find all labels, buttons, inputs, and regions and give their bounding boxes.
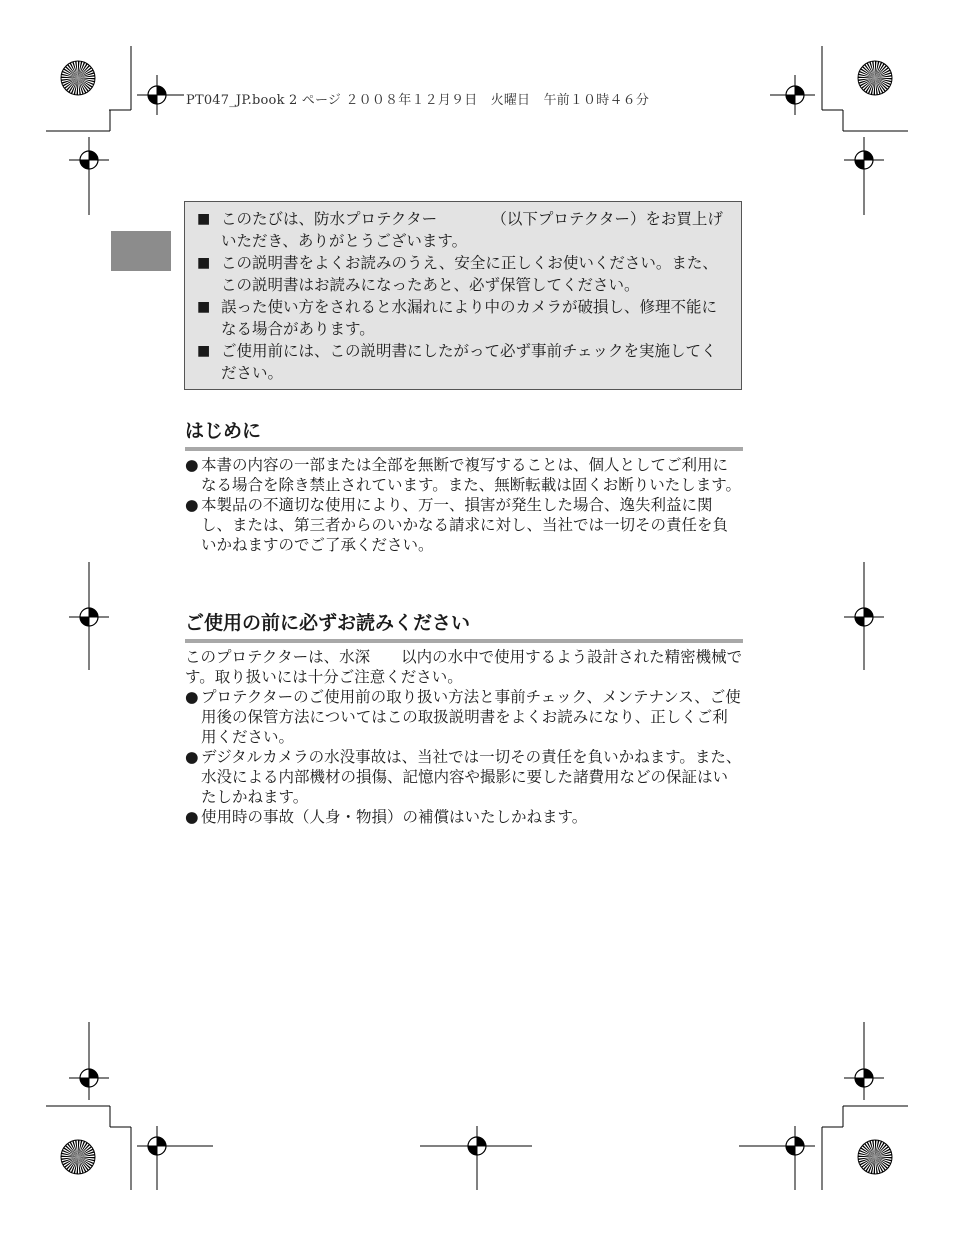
notice-item-text: ご使用前には、この説明書にしたがって必ず事前チェックを実施してください。 bbox=[221, 342, 717, 382]
bullet-icon: ● bbox=[185, 456, 199, 474]
list-item-text: 本製品の不適切な使用により、万一、損害が発生した場合、逸失利益に関し、または、第三者からのいかなる請求に対し、当社では一切その責任を負いかねますのでご了承ください。 bbox=[201, 496, 729, 554]
list-item bbox=[185, 455, 743, 495]
notice-item bbox=[195, 340, 731, 384]
intro-section bbox=[185, 418, 743, 555]
list-item bbox=[185, 687, 743, 747]
list-item-text: 本書の内容の一部または全部を無断で複写することは、個人としてご利用になる場合を除き禁止されています。また、無断転載は固くお断りいたします。 bbox=[201, 456, 742, 494]
square-bullet-icon: ■ bbox=[197, 299, 211, 315]
section-heading: はじめに bbox=[185, 418, 743, 451]
bullet-icon: ● bbox=[185, 496, 199, 514]
notice-box bbox=[184, 201, 742, 390]
starburst-mark-icon bbox=[858, 1140, 892, 1174]
chapter-tab bbox=[111, 231, 171, 271]
list-item bbox=[185, 747, 743, 807]
notice-item-text: 誤った使い方をされると水漏れにより中のカメラが破損し、修理不能になる場合があります。 bbox=[221, 298, 718, 338]
list-item-text: デジタルカメラの水没事故は、当社では一切その責任を負いかねます。また、水没による内部機材の損傷、記憶内容や撮影に要した諸費用などの保証はいたしかねます。 bbox=[201, 748, 742, 806]
starburst-mark-icon bbox=[858, 61, 892, 95]
running-header: PT047_JP.book 2 ページ ２００８年１２月９日 火曜日 午前１０時４６分 bbox=[186, 93, 650, 108]
bullet-icon: ● bbox=[185, 808, 199, 826]
section-heading: ご使用の前に必ずお読みください bbox=[185, 610, 743, 643]
list-item-text: プロテクターのご使用前の取り扱い方法と事前チェック、メンテナンス、ご使用後の保管方法についてはこの取扱説明書をよくお読みになり、正しくご利用ください。 bbox=[201, 688, 741, 746]
notice-item-text: このたびは、防水プロテクター （以下プロテクター）をお買上げいただき、ありがとうございます。 bbox=[221, 210, 723, 250]
list-item bbox=[185, 495, 743, 555]
usage-section bbox=[185, 610, 743, 827]
list-item bbox=[185, 807, 743, 827]
notice-item bbox=[195, 296, 731, 340]
square-bullet-icon: ■ bbox=[197, 343, 211, 359]
list-item-text: 使用時の事故（人身・物損）の補償はいたしかねます。 bbox=[201, 808, 588, 826]
notice-item-text: この説明書をよくお読みのうえ、安全に正しくお使いください。また、この説明書はお読みになったあと、必ず保管してください。 bbox=[221, 254, 718, 294]
notice-item bbox=[195, 208, 731, 252]
bullet-icon: ● bbox=[185, 748, 199, 766]
square-bullet-icon: ■ bbox=[197, 255, 211, 271]
bullet-icon: ● bbox=[185, 688, 199, 706]
lead-paragraph: このプロテクターは、水深 以内の水中で使用するよう設計された精密機械です。取り扱いには十分ご注意ください。 bbox=[185, 648, 743, 686]
square-bullet-icon: ■ bbox=[197, 211, 211, 227]
notice-item bbox=[195, 252, 731, 296]
starburst-mark-icon bbox=[61, 61, 95, 95]
starburst-mark-icon bbox=[61, 1140, 95, 1174]
